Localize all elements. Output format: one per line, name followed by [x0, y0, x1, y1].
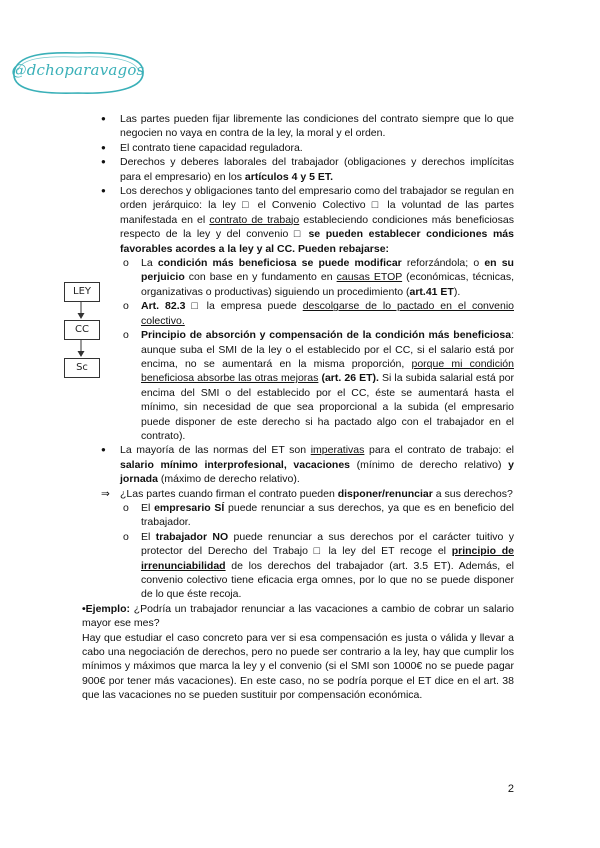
list-item: ● Derechos y deberes laborales del trabajador (obligaciones y derechos implícitas para el empresario) en los artículos 4 y 5 ET. — [86, 155, 514, 184]
diagram-box-cc: CC — [64, 320, 100, 340]
sub-list — [120, 501, 514, 602]
diagram-box-ley: LEY — [64, 282, 100, 302]
box-symbol-icon: □ — [371, 199, 382, 212]
box-symbol-icon: □ — [191, 300, 201, 313]
list-item: ● El contrato tiene capacidad reguladora. — [86, 141, 514, 155]
bullet-list — [86, 112, 514, 487]
list-item: o El trabajador NO puede renunciar a sus derechos por el carácter tuitivo y protector del Derecho del Trabajo □ la ley del ET recoge el principio de irrenunciabilidad de los derechos del trabajador (art. 3.5 ET). Además, el convenio colectivo tiene eficacia erga omnes, por lo que no se puede disponer de lo que éste recoja. — [123, 530, 514, 601]
logo-text: @dchoparavagos — [11, 61, 145, 79]
example-question: •Ejemplo: ¿Podría un trabajador renunciar a las vacaciones a cambio de cobrar un salario mayor ese mes? — [82, 602, 514, 630]
logo — [6, 46, 150, 100]
diagram-box-sc: Sc — [64, 358, 100, 378]
page-number: 2 — [507, 783, 514, 795]
box-symbol-icon: □ — [313, 545, 323, 558]
example-answer: Hay que estudiar el caso concreto para ver si esa compensación es justa o válida y llevar a cabo una negociación de derechos, pero no puede ser contrario a la ley, hay que cumplir los mínimos y máximos que marca la ley y el convenio (si el SMI son 1000€ no se puede pagar 900€ por tener más vacaciones). En este caso, no se podría porque el ET dice en el art. 38 que las vacaciones no se pueden sustituir por compensación económica. — [82, 631, 514, 702]
box-symbol-icon: □ — [293, 228, 303, 241]
box-symbol-icon: □ — [241, 199, 252, 212]
list-item: o La condición más beneficiosa se puede modificar reforzándola; o en su perjuicio con base en y fundamento en causas ETOP (económicas, técnicas, organizativas o productivas) siguiendo un procedimiento (art.41 ET). — [123, 257, 515, 298]
document-body — [82, 112, 515, 703]
question-item: ⇒ ¿Las partes cuando firman el contrato pueden disponer/renunciar a sus derechos? o El empresario SÍ puede renunciar a sus derechos, ya que es en beneficio del trabajador. o El trabajador NO puede renunciar a sus derechos por el carácter tuitivo y protector del Derecho del Trabajo □ la ley del ET recoge el principio de irrenunciabilidad de los derechos del trabajador (art. 3.5 ET). Además, el convenio colectivo tiene eficacia erga omnes, por lo que no se puede disponer de lo que éste recoja. — [101, 487, 514, 601]
double-arrow-icon: ⇒ — [101, 487, 110, 500]
list-item: ● Los derechos y obligaciones tanto del empresario como del trabajador se regulan en orden jerárquico: la ley □ el Convenio Colectivo □ la voluntad de las partes manifestada en el contrato de trabajo estableciendo condiciones más beneficiosas respecto de la ley y del convenio □ se pueden establecer condiciones más favorables acordes a la ley y al CC. Pueden rebajarse: o La condición más beneficiosa se puede modificar reforzándola; o en su perjuicio con base en y fundamento en causas ETOP (económicas, técnicas, organizativas o productivas) siguiendo un procedimiento (art.41 ET). o Art. 82.3 □ la empresa puede descolgarse de lo pactado en el convenio colectivo. o Principio de absorción y compensación de la condición más beneficiosa: aunque suba el SMI de la ley o el establecido por el CC, si el salario está por encima, no se aumentará en la misma proporción, porque mi condición beneficiosa absorbe las otras mejoras (art. 26 ET). Si la subida salarial está por encima del SMI o del establecido por el CC, éste se aumentará hasta el mínimo, sin necesidad de que sea proporcional a la subida (el empresario puede disponer de este derecho si ha pactado algo con el trabajador en el contrato). — [86, 184, 514, 443]
list-item: o Principio de absorción y compensación de la condición más beneficiosa: aunque suba el SMI de la ley o el establecido por el CC, si el salario está por encima, no se aumentará en la misma proporción, porque mi condición beneficiosa absorbe las otras mejoras (art. 26 ET). Si la subida salarial está por encima del SMI o del establecido por el CC, éste se aumentará hasta el mínimo, sin necesidad de que sea proporcional a la subida (el empresario puede disponer de este derecho si ha pactado algo con el trabajador en el contrato). — [123, 329, 514, 442]
sub-list — [120, 256, 514, 443]
list-item: ● La mayoría de las normas del ET son imperativas para el contrato de trabajo: el salario mínimo interprofesional, vacaciones (mínimo de derecho relativo) y jornada (máximo de derecho relativo). — [86, 443, 514, 486]
list-item: o El empresario SÍ puede renunciar a sus derechos, ya que es en beneficio del trabajador. — [123, 501, 514, 529]
list-item: o Art. 82.3 □ la empresa puede descolgarse de lo pactado en el convenio colectivo. — [123, 300, 514, 327]
list-item: ● Las partes pueden fijar libremente las condiciones del contrato siempre que lo que negocien no vaya en contra de la ley, la moral y el orden. — [86, 112, 514, 141]
